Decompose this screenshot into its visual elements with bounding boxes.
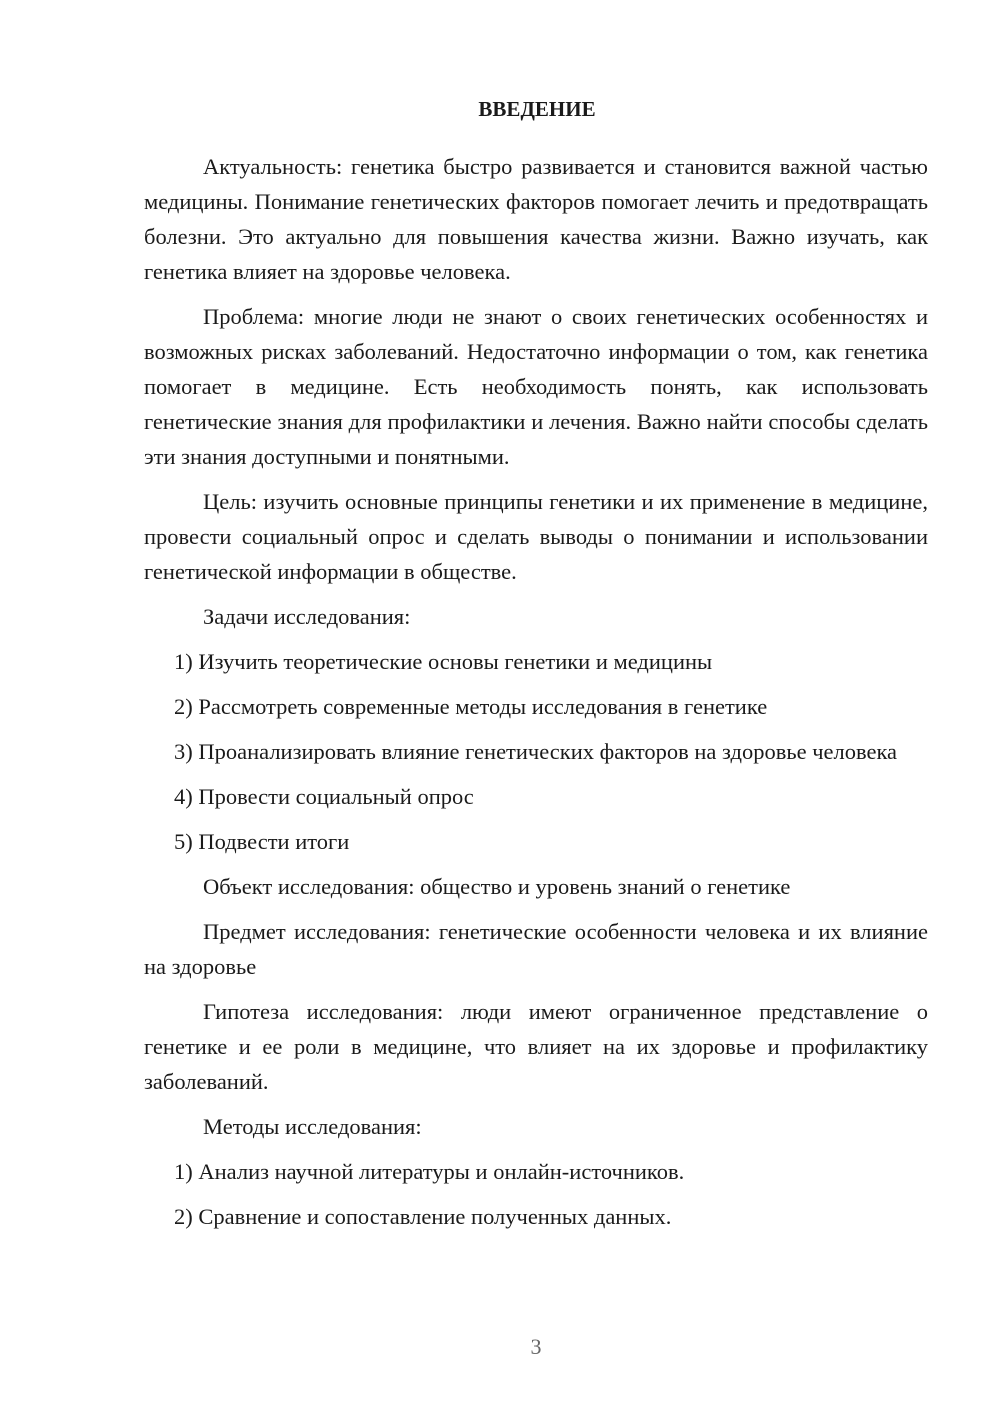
task-item: 5) Подвести итоги bbox=[174, 829, 350, 854]
method-item: 2) Сравнение и сопоставление полученных данных. bbox=[174, 1204, 672, 1229]
methods-heading: Методы исследования: bbox=[203, 1114, 422, 1139]
document-page bbox=[144, 92, 928, 1244]
section-title: ВВЕДЕНИЕ bbox=[478, 97, 596, 121]
page-number: 3 bbox=[530, 1334, 542, 1359]
research-hypothesis: Гипотеза исследования: люди имеют ограниченное представление о генетике и ее роли в медицине, что влияет на их здоровье и профилактику заболеваний. bbox=[144, 999, 928, 1094]
methods-list bbox=[144, 1154, 928, 1234]
research-subject: Предмет исследования: генетические особенности человека и их влияние на здоровье bbox=[144, 919, 928, 979]
task-item: 2) Рассмотреть современные методы исследования в генетике bbox=[174, 694, 768, 719]
tasks-list bbox=[144, 644, 928, 859]
tasks-heading: Задачи исследования: bbox=[203, 604, 411, 629]
task-item: 4) Провести социальный опрос bbox=[174, 784, 474, 809]
problem-paragraph: Проблема: многие люди не знают о своих генетических особенностях и возможных рисках заболеваний. Недостаточно информации о том, как генетика помогает в медицине. Есть необходимость понять, как использовать генетические знания для профилактики и лечения. Важно найти способы сделать эти знания доступными и понятными. bbox=[144, 304, 928, 469]
method-item: 1) Анализ научной литературы и онлайн-источников. bbox=[174, 1159, 685, 1184]
goal-paragraph: Цель: изучить основные принципы генетики и их применение в медицине, провести социальный опрос и сделать выводы о понимании и использовании генетической информации в обществе. bbox=[144, 489, 928, 584]
task-item: 1) Изучить теоретические основы генетики и медицины bbox=[174, 649, 713, 674]
relevance-paragraph: Актуальность: генетика быстро развивается и становится важной частью медицины. Понимание генетических факторов помогает лечить и предотвращать болезни. Это актуально для повышения качества жизни. Важно изучать, как генетика влияет на здоровье человека. bbox=[144, 154, 928, 284]
research-object: Объект исследования: общество и уровень знаний о генетике bbox=[203, 874, 791, 899]
task-item: 3) Проанализировать влияние генетических факторов на здоровье человека bbox=[174, 739, 898, 764]
